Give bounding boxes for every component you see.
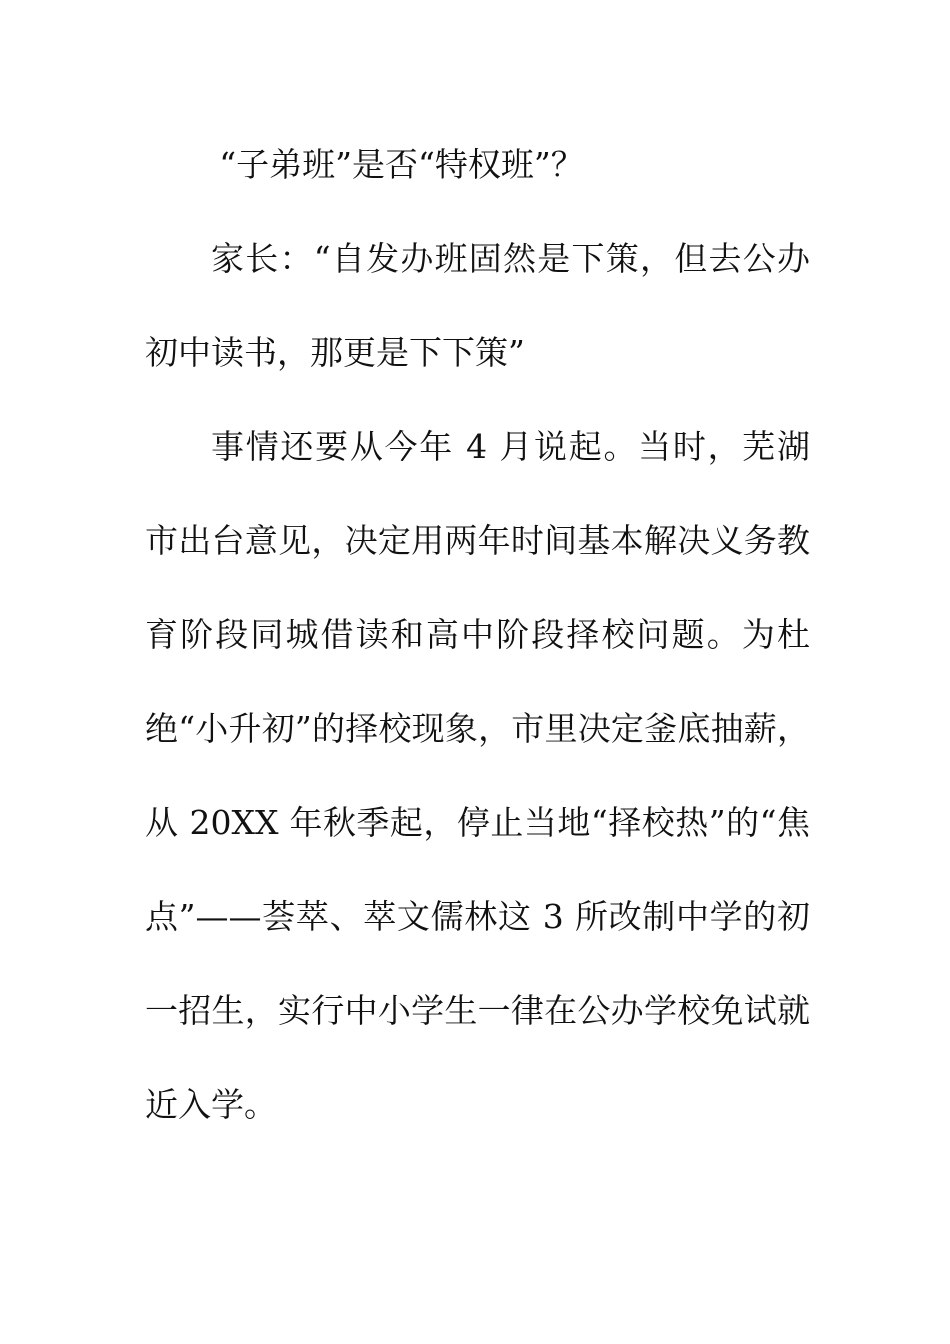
paragraph-parent-quote: 家长：“自发办班固然是下策，但去公办初中读书，那更是下下策” bbox=[145, 239, 810, 372]
document-body bbox=[145, 118, 810, 1152]
section-heading: “子弟班”是否“特权班”？ bbox=[219, 145, 584, 184]
paragraph-background: 事情还要从今年 4 月说起。当时，芜湖市出台意见，决定用两年时间基本解决义务教育阶段同城借读和高中阶段择校问题。为杜绝“小升初”的择校现象，市里决定釜底抽薪，从 20XX 年秋季起，停止当地“择校热”的“焦点”——荟萃、萃文儒林这 3 所改制中学的初一招生，实行中小学生一律在公办学校免试就近入学。 bbox=[145, 427, 810, 1124]
